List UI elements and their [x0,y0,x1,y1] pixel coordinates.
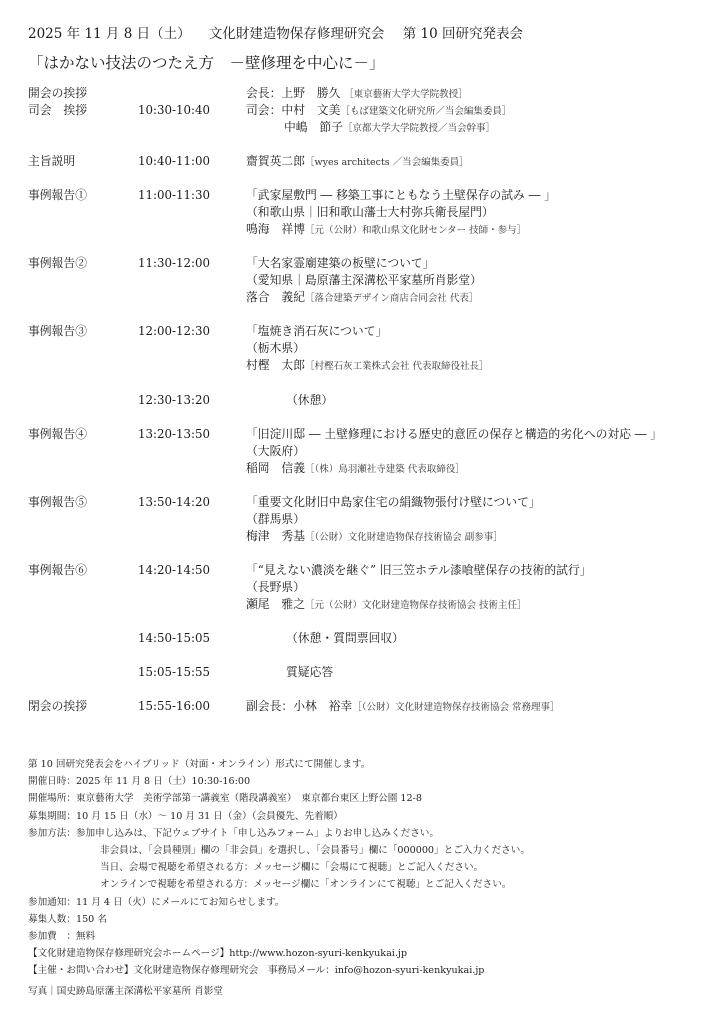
report-time: 12:00-12:30 [138,324,210,338]
info-onsite: 当日、会場で視聴を希望される方：メッセージ欄に「会場にて視聴」とご記入ください。 [100,862,484,874]
report-title: 「塩焼き消石灰について」 [246,324,388,338]
intro-label: 主旨説明 [28,154,76,168]
info-contact: 【主催・お問い合わせ】文化財建造物保存修理研究会 事務局メール：info@hozon-syuri-kenkyukai.jp [28,965,485,977]
moderator-label: 司会 挨拶 [28,103,87,117]
intro-speaker: 齋賀英二郎 [246,154,305,168]
report-title: 「武家屋敷門 ― 移築工事にともなう土壁保存の試み ― 」 [246,188,556,202]
info-online: オンラインで視聴を希望される方：メッセージ欄に「オンラインにて視聴」とご記入ください。 [100,879,512,891]
report-affiliation: ［元（公財）文化財建造物保存技術協会 技術主任］ [305,600,527,611]
qa-label: 質疑応答 [286,665,334,679]
report-time: 13:50-14:20 [138,495,210,509]
header-line [28,22,537,42]
moderator-affiliation: ［もば建築文化研究所／当会編集委員］ [340,106,512,117]
event-info [28,756,530,979]
info-period: 募集期間：10 月 15 日（水）～ 10 月 31 日（金）（会員優先、先着順） [28,810,343,822]
info-format: 第 10 回研究発表会をハイブリッド（対面・オンライン）形式にて開催します。 [28,759,371,770]
report-title: 「“見えない濃淡を継ぐ” 旧三笠ホテル漆喰壁保存の技術的試行」 [246,563,592,577]
report-place: （愛知県｜島原藩主深溝松平家墓所肖影堂） [246,273,482,287]
moderator2-affiliation: ［京都大学大学院教授／当会幹事］ [343,123,496,134]
moderator-name: 司会：中村 文美 [246,103,341,117]
vice-president-name: 副会長：小林 裕幸 [246,699,353,713]
closing-label: 閉会の挨拶 [28,699,87,713]
intro-time: 10:40-11:00 [138,154,210,168]
event-name: 第 10 回研究発表会 [402,26,523,42]
opening-label: 開会の挨拶 [28,86,87,100]
report-affiliation: ［落合建築デザイン商店合同会社 代表］ [305,293,479,304]
report-label: 事例報告① [28,188,87,202]
report-affiliation: ［（株）鳥羽瀬社寺建築 代表取締役］ [305,464,465,475]
break-time: 14:50-15:05 [138,631,210,645]
report-speaker: 鳴海 祥博 [246,222,305,236]
intro-affiliation: ［wyes architects ／当会編集委員］ [305,157,469,168]
lunch-label: （休憩） [286,393,334,407]
moderator2-name: 中嶋 節子 [284,120,343,134]
report-place: （和歌山県｜旧和歌山藩士大村弥兵衛長屋門） [246,205,494,219]
report-label: 事例報告⑤ [28,495,87,509]
report-speaker: 瀬尾 雅之 [246,597,305,611]
report-label: 事例報告④ [28,427,87,441]
info-venue: 開催場所：東京藝術大学 美術学部第一講義室（階段講義室） 東京都台東区上野公園 12-8 [28,793,422,805]
vice-president-affiliation: ［（公財）文化財建造物保存技術協会 常務理事］ [352,702,560,713]
report-speaker: 稲岡 信義 [246,461,305,475]
report-place: （群馬県） [246,512,305,526]
report-label: 事例報告⑥ [28,563,87,577]
info-method: 参加方法：参加申し込みは、下記ウェブサイト「申し込みフォーム」よりお申し込みください。 [28,827,439,839]
report-affiliation: ［（公財）文化財建造物保存技術協会 副参事］ [305,532,503,543]
info-notice: 参加通知：11 月 4 日（火）にメールにてお知らせします。 [28,896,285,908]
report-speaker: 梅津 秀基 [246,529,305,543]
report-place: （栃木県） [246,341,305,355]
report-speaker: 落合 義紀 [246,290,305,304]
report-title: 「重要文化財旧中島家住宅の絹織物張付け壁について」 [246,495,541,509]
report-time: 14:20-14:50 [138,563,210,577]
info-website: 【文化財建造物保存修理研究会ホームページ】http://www.hozon-syuri-kenkyukai.jp [28,948,408,960]
main-title: 「はかない技法のつたえ方 －壁修理を中心に－」 [28,54,385,72]
report-place: （大阪府） [246,444,305,458]
report-time: 11:30-12:00 [138,256,210,270]
info-capacity: 募集人数：150 名 [28,913,107,925]
photo-caption: 写真｜国史跡島原藩主深溝松平家墓所 肖影堂 [28,986,223,997]
report-affiliation: ［元（公財）和歌山県文化財センター 技師・参与］ [305,225,527,236]
report-title: 「大名家霊廟建築の板壁について」 [246,256,435,270]
break-label: （休憩・質問票回収） [286,631,404,645]
opening-time: 10:30-10:40 [138,103,210,117]
report-title: 「旧淀川邸 ― 土壁修理における歴史的意匠の保存と構造的劣化への対応 ― 」 [246,427,663,441]
info-fee: 参加費 ：無料 [28,930,96,942]
info-datetime: 開催日時：2025 年 11 月 8 日（土）10:30-16:00 [28,776,251,788]
lunch-time: 12:30-13:20 [138,393,210,407]
president-affiliation: ［東京藝術大学大学院教授］ [344,89,468,100]
report-speaker: 村樫 太郎 [246,358,305,372]
report-affiliation: ［村樫石灰工業株式会社 代表取締役社長］ [305,361,489,372]
report-time: 11:00-11:30 [138,188,210,202]
closing-time: 15:55-16:00 [138,699,210,713]
report-place: （長野県） [246,580,305,594]
qa-time: 15:05-15:55 [138,665,210,679]
organization-name: 文化財建造物保存修理研究会 [208,26,385,42]
info-nonmember: 非会員は、「会員種別」欄の「非会員」を選択し、「会員番号」欄に「000000」とご入力ください。 [100,844,530,856]
report-label: 事例報告③ [28,324,87,338]
event-date: 2025 年 11 月 8 日（土） [28,26,191,42]
report-label: 事例報告② [28,256,87,270]
president-name: 会長：上野 勝久 [246,86,341,100]
report-time: 13:20-13:50 [138,427,210,441]
